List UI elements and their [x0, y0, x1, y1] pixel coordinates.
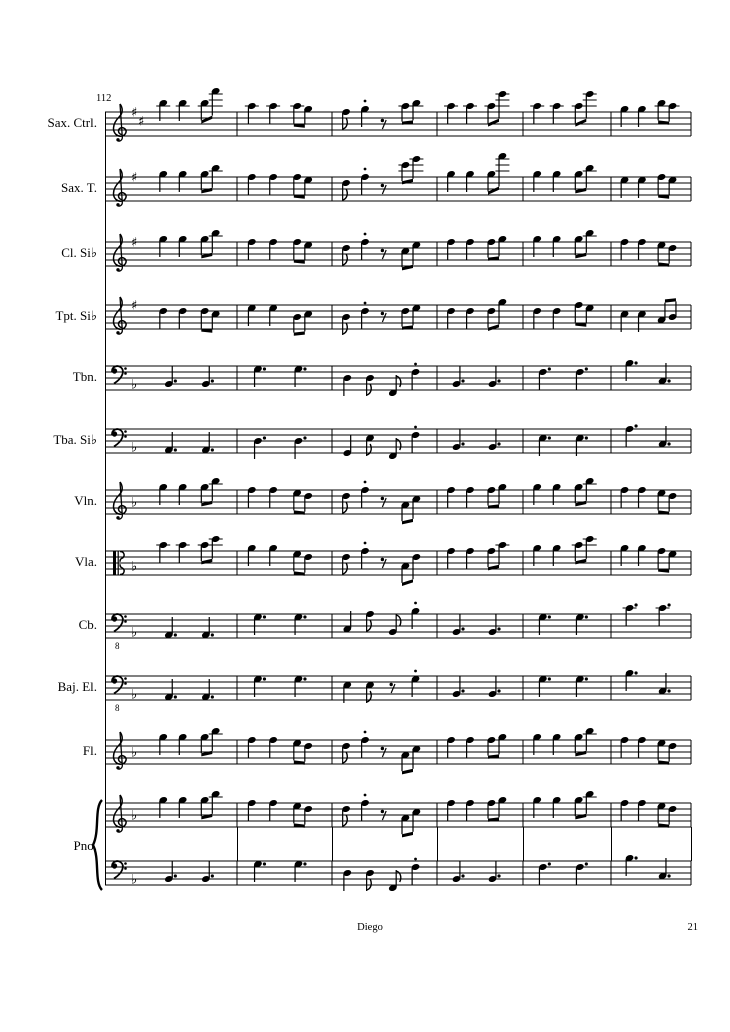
- svg-text:♯: ♯: [131, 298, 138, 314]
- svg-text:♯: ♯: [131, 235, 138, 251]
- staff-label-vln: Vln.: [74, 493, 97, 508]
- staff-label-cl: Cl. Si♭: [61, 245, 97, 260]
- svg-text:♭: ♭: [131, 625, 138, 641]
- piano-barline-connector: [523, 827, 524, 861]
- staff-row-pno-lh: [0, 825, 730, 909]
- svg-text:♭: ♭: [131, 559, 138, 575]
- svg-text:♭: ♭: [131, 687, 138, 703]
- staff-notation-pno-lh: [105, 825, 705, 909]
- piano-barline-connector: [611, 827, 612, 861]
- staff-label-vla: Vla.: [74, 554, 97, 569]
- piano-barline-connector: [691, 827, 692, 861]
- piano-barline-connector: [332, 827, 333, 861]
- footer-title: Diego: [357, 922, 383, 933]
- staff-label-pno: Pno.: [73, 838, 97, 853]
- staff-label-tba: Tba. Si♭: [53, 432, 97, 447]
- svg-text:♯: ♯: [131, 105, 138, 121]
- svg-text:♯: ♯: [138, 114, 145, 130]
- staff-label-tpt: Tpt. Si♭: [55, 308, 97, 323]
- svg-text:8: 8: [115, 703, 120, 713]
- staff-label-sax-ctrl: Sax. Ctrl.: [47, 115, 97, 130]
- system-left-barline: [105, 112, 106, 885]
- staff-label-pno-lh: [0, 864, 97, 880]
- staff-label-sax-t: Sax. T.: [61, 180, 97, 195]
- piano-brace: [89, 799, 105, 891]
- svg-text:♭: ♭: [131, 377, 138, 393]
- staff-label-cb: Cb.: [78, 617, 97, 632]
- measure-number: 112: [96, 93, 112, 104]
- svg-text:♭: ♭: [131, 745, 138, 761]
- svg-text:8: 8: [115, 641, 120, 651]
- staff-label-tbn: Tbn.: [72, 369, 97, 384]
- piano-barline-connector: [437, 827, 438, 861]
- staff-label-fl: Fl.: [82, 743, 97, 758]
- svg-text:♯: ♯: [131, 170, 138, 186]
- svg-text:♭: ♭: [131, 495, 138, 511]
- svg-text:♭: ♭: [131, 808, 138, 824]
- svg-text:♭: ♭: [131, 440, 138, 456]
- staff-label-baj: Baj. El.: [57, 679, 97, 694]
- piano-barline-connector: [105, 827, 106, 861]
- page-number: 21: [687, 922, 698, 933]
- svg-text:♭: ♭: [131, 872, 138, 888]
- piano-barline-connector: [237, 827, 238, 861]
